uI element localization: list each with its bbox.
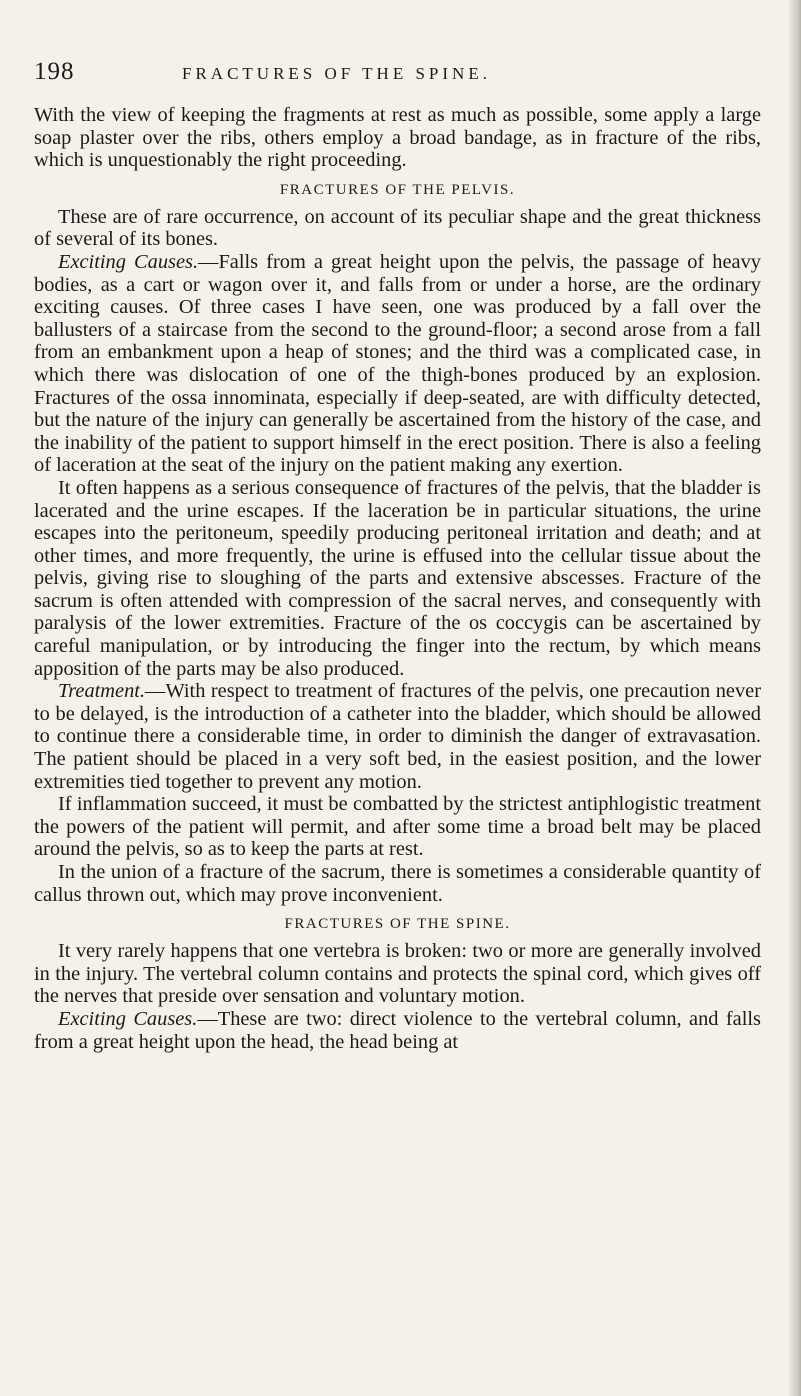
spine-exciting-causes-lead: Exciting Causes. [58,1007,198,1030]
page-body [34,104,761,1053]
page-number: 198 [34,58,75,85]
pelvis-paragraph-1: These are of rare occurrence, on account of its peculiar shape and the great thickness of several of its bones. [34,205,761,251]
exciting-causes-lead: Exciting Causes. [58,250,199,273]
pelvis-paragraph-4-text: —With respect to treatment of fractures of the pelvis, one precaution never to be delayed, is the introduction of a catheter into the bladder, which should be allowed to continue there a considerable time, in order to diminish the danger of extravasation. The patient should be placed in a very soft bed, in the easiest position, and the lower extremities tied together to prevent any motion. [34,680,761,793]
pelvis-paragraph-2 [34,251,761,477]
spine-paragraph-1: It very rarely happens that one vertebra is broken: two or more are generally involved in the injury. The vertebral column contains and protects the spinal cord, which gives off the nerves that preside over sensation and voluntary motion. [34,940,761,1008]
page-header [34,58,761,92]
running-head: FRACTURES OF THE SPINE. [182,64,491,83]
page-edge-shadow [789,0,801,1396]
spine-paragraph-2 [34,1008,761,1053]
spine-paragraph-2-text: —These are two: direct violence to the vertebral column, and falls from a great height upon the head, the head being at [34,1007,761,1053]
treatment-lead: Treatment. [58,680,146,703]
pelvis-paragraph-2-text: —Falls from a great height upon the pelvis, the passage of heavy bodies, as a cart or wagon over it, and falls from or under a horse, are the ordinary exciting causes. Of three cases I have seen, one was produced by a fall over the ballusters of a staircase from the second to the ground-floor; a second arose from a fall from an embankment upon a heap of stones; and the third was a complicated case, in which there was dislocation of one of the thigh-bones produced by an explosion. Fractures of the ossa innominata, especially if deep-seated, are with difficulty detected, but the nature of the injury can generally be ascertained from the history of the case, and the inability of the patient to support himself in the erect position. There is also a feeling of laceration at the seat of the injury on the patient making any exertion. [34,250,761,477]
pelvis-paragraph-3: It often happens as a serious consequence of fractures of the pelvis, that the bladder is lacerated and the urine escapes. If the laceration be in particular situations, the urine escapes into the peritoneum, speedily producing peritoneal irritation and death; and at other times, and more frequently, the urine is effused into the cellular tissue about the pelvis, giving rise to sloughing of the parts and extensive abscesses. Fracture of the sacrum is often attended with compression of the sacral nerves, and consequently with paralysis of the lower extremities. Fracture of the os coccygis can be ascertained by careful manipulation, or by introducing the finger into the rectum, by which means apposition of the parts may be also produced. [34,476,761,680]
pelvis-paragraph-4 [34,680,761,793]
pelvis-paragraph-6: In the union of a fracture of the sacrum, there is sometimes a considerable quantity of callus thrown out, which may prove inconvenient. [34,861,761,906]
pelvis-paragraph-5: If inflammation succeed, it must be combatted by the strictest antiphlogistic treatment the powers of the patient will permit, and after some time a broad belt may be placed around the pelvis, so as to keep the parts at rest. [34,793,761,861]
section-heading-pelvis: FRACTURES OF THE PELVIS. [279,181,516,198]
section-heading-spine: FRACTURES OF THE SPINE. [284,916,511,933]
intro-paragraph: With the view of keeping the fragments at rest as much as possible, some apply a large soap plaster over the ribs, others employ a broad bandage, as in fracture of the ribs, which is unquestionably the right proceeding. [34,104,761,172]
